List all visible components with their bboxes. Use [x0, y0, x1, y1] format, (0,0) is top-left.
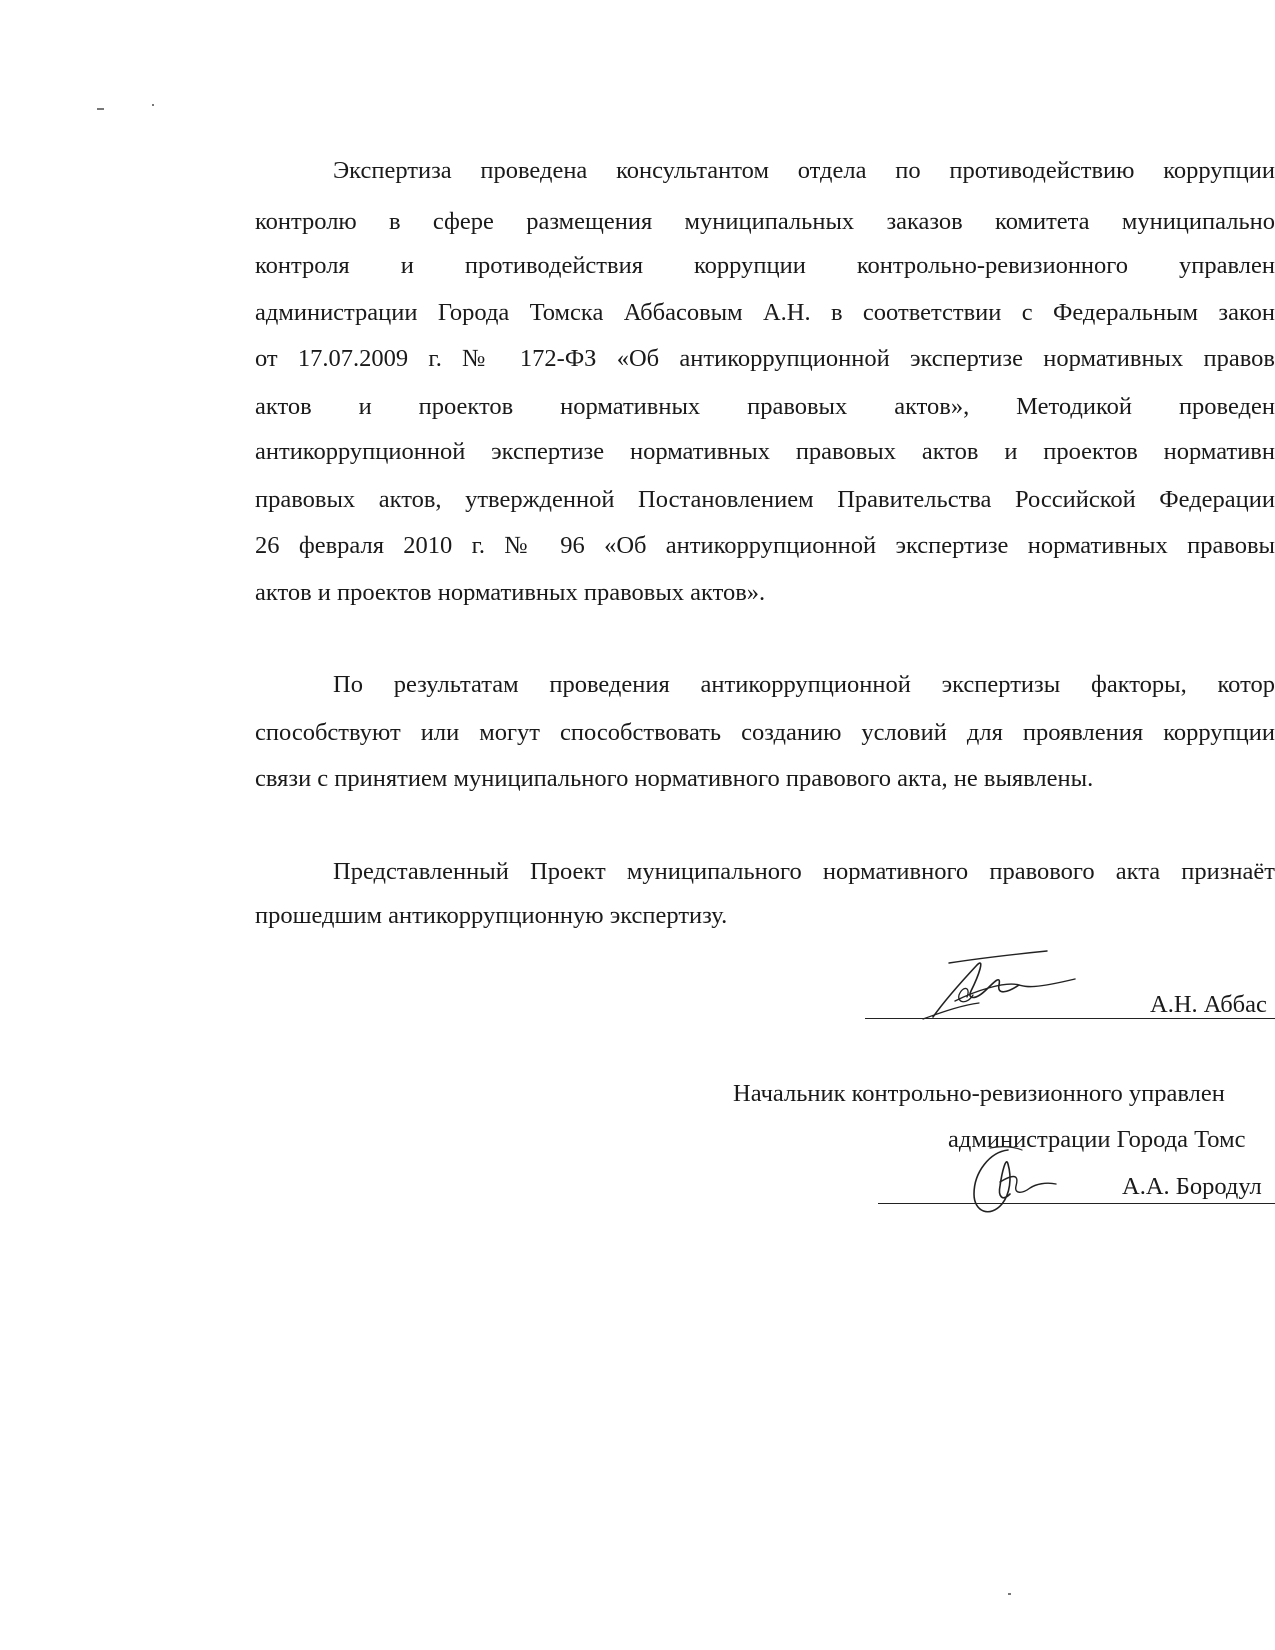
signer-title-line-2: администрации Города Томс [948, 1126, 1246, 1153]
scan-mark [1008, 1593, 1011, 1595]
signer-name: А.А. Бородул [1122, 1173, 1262, 1200]
handwritten-signature [915, 945, 1080, 1025]
signature-underline [878, 1203, 1275, 1204]
scan-mark [97, 108, 104, 110]
text-line: Экспертиза проведена консультантом отдела по противодействию коррупции [333, 157, 1275, 184]
text-line: прошедшим антикоррупционную экспертизу. [255, 902, 728, 929]
scan-mark [152, 104, 154, 106]
text-line: от 17.07.2009 г. № 172-ФЗ «Об антикоррупционной экспертизе нормативных правов [255, 345, 1275, 372]
signer-name: А.Н. Аббас [1150, 991, 1267, 1018]
text-line: правовых актов, утвержденной Постановлением Правительства Российской Федерации [255, 486, 1275, 513]
handwritten-signature [960, 1142, 1060, 1222]
signer-title-line-1: Начальник контрольно-ревизионного управлен [733, 1080, 1225, 1107]
text-line: контролю в сфере размещения муниципальных заказов комитета муниципально [255, 208, 1275, 235]
text-line: По результатам проведения антикоррупционной экспертизы факторы, котор [333, 671, 1275, 698]
text-line: 26 февраля 2010 г. № 96 «Об антикоррупционной экспертизе нормативных правовы [255, 532, 1275, 559]
text-line: администрации Города Томска Аббасовым А.Н. в соответствии с Федеральным закон [255, 299, 1275, 326]
text-line: способствуют или могут способствовать созданию условий для проявления коррупции [255, 719, 1275, 746]
text-line: Представленный Проект муниципального нормативного правового акта признаёт [333, 858, 1275, 885]
text-line: контроля и противодействия коррупции контрольно-ревизионного управлен [255, 252, 1275, 279]
text-line: актов и проектов нормативных правовых актов». [255, 579, 766, 606]
text-line: актов и проектов нормативных правовых актов», Методикой проведен [255, 393, 1275, 420]
text-line: антикоррупционной экспертизе нормативных правовых актов и проектов нормативн [255, 438, 1275, 465]
text-line: связи с принятием муниципального нормативного правового акта, не выявлены. [255, 765, 1094, 792]
